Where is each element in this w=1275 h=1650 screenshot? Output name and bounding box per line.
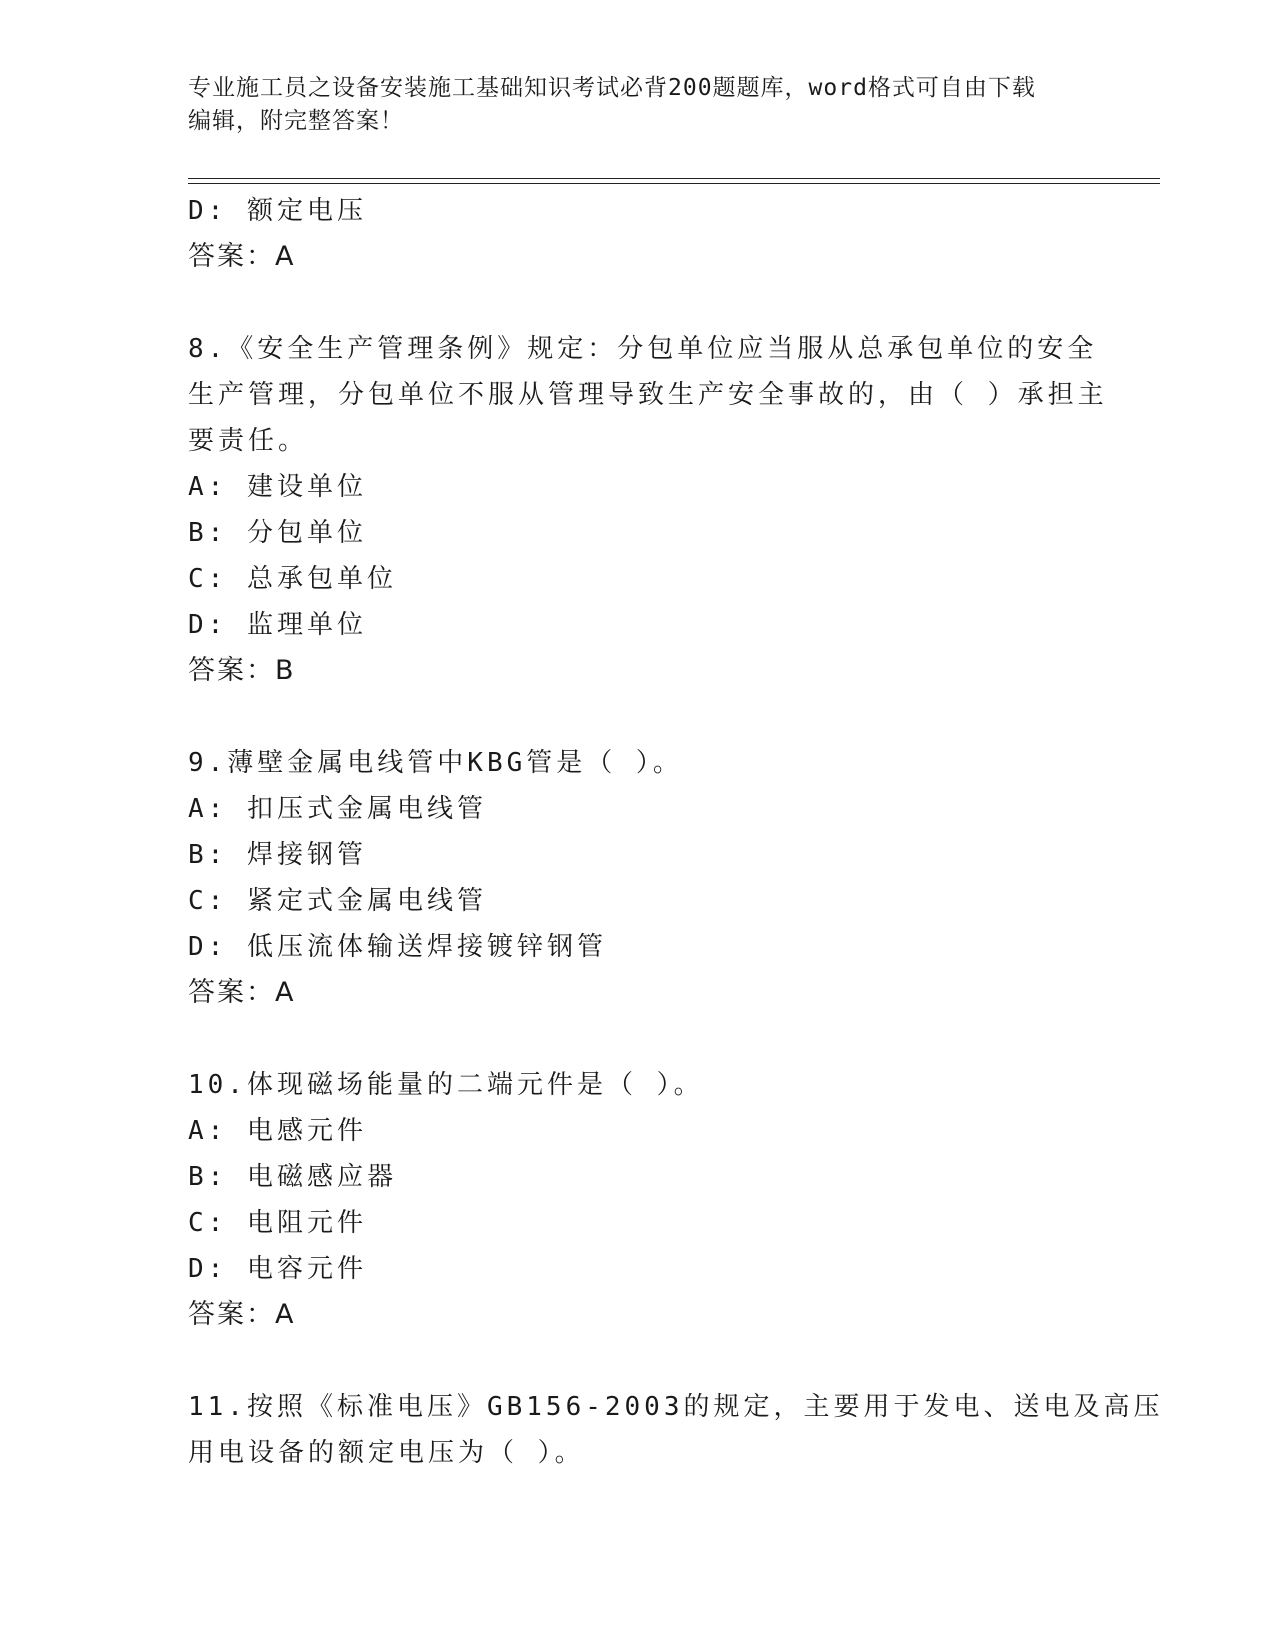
question-text-line: 要责任。 <box>188 426 309 456</box>
question-text-line: 8.《安全生产管理条例》规定：分包单位应当服从总承包单位的安全 <box>188 334 1098 364</box>
question-text-line: 10.体现磁场能量的二端元件是（ ）。 <box>188 1070 704 1100</box>
header-rule-top <box>188 178 1160 179</box>
question-text-line: 用电设备的额定电压为（ ）。 <box>188 1438 585 1468</box>
prev-answer: 答案：A <box>188 241 296 272</box>
answer: 答案：B <box>188 655 296 686</box>
answer: 答案：A <box>188 977 296 1008</box>
option-a: A: 扣压式金属电线管 <box>188 794 487 824</box>
page-header <box>188 72 1068 138</box>
option-c: C: 电阻元件 <box>188 1208 367 1238</box>
question-text-line: 生产管理，分包单位不服从管理导致生产安全事故的，由（ ）承担主 <box>188 380 1108 410</box>
answer: 答案：A <box>188 1299 296 1330</box>
option-a: A: 电感元件 <box>188 1116 367 1146</box>
header-rule-bottom <box>188 183 1160 184</box>
option-d: D: 低压流体输送焊接镀锌钢管 <box>188 932 607 962</box>
option-b: B: 分包单位 <box>188 518 367 548</box>
question-11 <box>188 1384 1164 1476</box>
question-text-line: 9.薄壁金属电线管中KBG管是（ ）。 <box>188 748 683 778</box>
option-d: D: 监理单位 <box>188 610 367 640</box>
option-c: C: 紧定式金属电线管 <box>188 886 487 916</box>
prev-option-d: D: 额定电压 <box>188 196 367 226</box>
option-a: A: 建设单位 <box>188 472 367 502</box>
option-b: B: 焊接钢管 <box>188 840 367 870</box>
option-b: B: 电磁感应器 <box>188 1162 397 1192</box>
question-8 <box>188 326 1108 694</box>
question-9 <box>188 740 1088 1016</box>
option-d: D: 电容元件 <box>188 1254 367 1284</box>
question-list <box>188 188 1164 1476</box>
header-line-2: 编辑，附完整答案！ <box>188 108 404 134</box>
question-text-line: 11.按照《标准电压》GB156-2003的规定，主要用于发电、送电及高压 <box>188 1392 1164 1422</box>
header-line-1: 专业施工员之设备安装施工基础知识考试必背200题题库，word格式可自由下载 <box>188 75 1036 101</box>
question-10 <box>188 1062 1088 1338</box>
option-c: C: 总承包单位 <box>188 564 397 594</box>
